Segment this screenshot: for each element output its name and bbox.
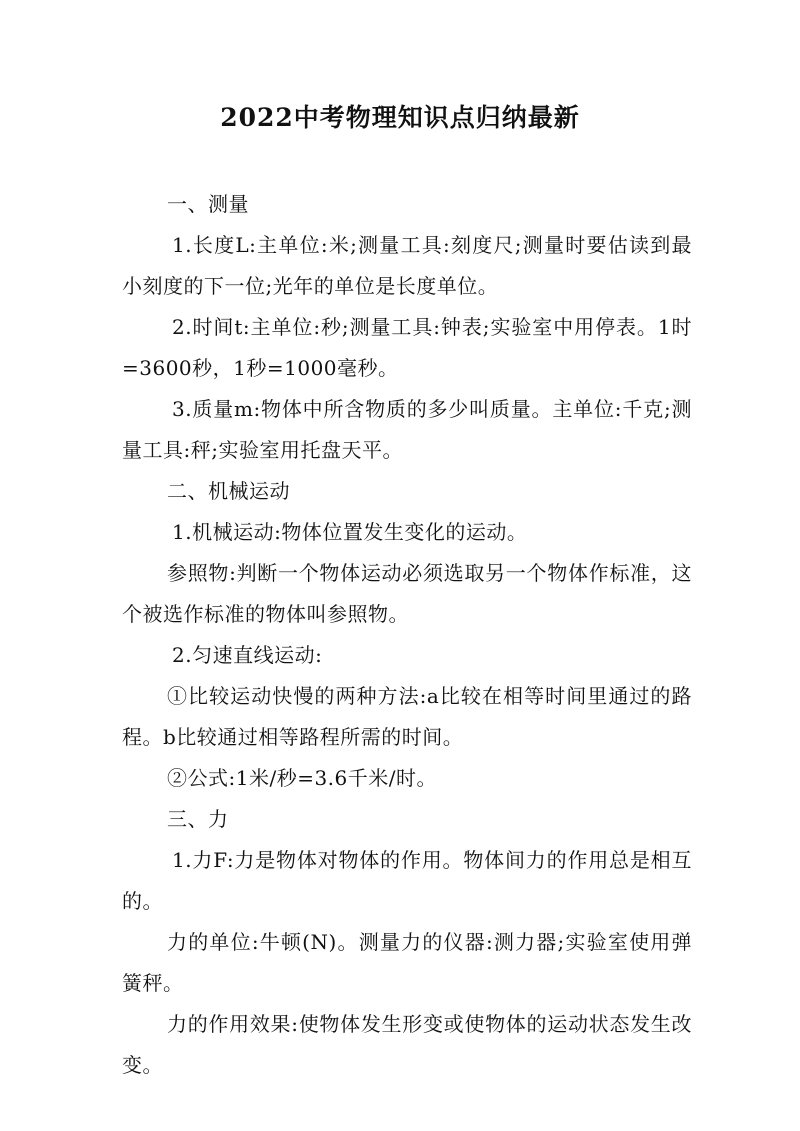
paragraph-formula: ②公式:1米/秒=3.6千米/时。 <box>167 766 438 790</box>
paragraph-mass: 3.质量m:物体中所含物质的多少叫质量。主单位:千克;测量工具:秤;实验室用托盘天平。 <box>122 397 692 462</box>
paragraph-force: 1.力F:力是物体对物体的作用。物体间力的作用总是相互的。 <box>122 848 692 913</box>
paragraph-force-unit: 力的单位:牛顿(N)。测量力的仪器:测力器;实验室使用弹簧秤。 <box>122 930 692 995</box>
document-body <box>122 184 692 1086</box>
paragraph-length: 1.长度L:主单位:米;测量工具:刻度尺;测量时要估读到最小刻度的下一位;光年的单位是长度单位。 <box>122 233 692 298</box>
paragraph-time: 2.时间t:主单位:秒;测量工具:钟表;实验室中用停表。1时=3600秒，1秒=1000毫秒。 <box>122 315 692 380</box>
paragraph-force-effect: 力的作用效果:使物体发生形变或使物体的运动状态发生改变。 <box>122 1012 692 1077</box>
paragraph-compare-speed: ①比较运动快慢的两种方法:a比较在相等时间里通过的路程。b比较通过相等路程所需的时间。 <box>122 684 692 749</box>
paragraph-uniform-motion: 2.匀速直线运动: <box>172 643 323 667</box>
paragraph-mechanical-motion: 1.机械运动:物体位置发生变化的运动。 <box>172 520 528 544</box>
section-heading-measurement: 一、测量 <box>167 192 249 216</box>
section-heading-mechanical-motion: 二、机械运动 <box>167 479 290 503</box>
section-heading-force: 三、力 <box>167 807 229 831</box>
document-title: 2022中考物理知识点归纳最新 <box>220 103 580 132</box>
paragraph-reference-object: 参照物:判断一个物体运动必须选取另一个物体作标准，这个被选作标准的物体叫参照物。 <box>122 561 692 626</box>
